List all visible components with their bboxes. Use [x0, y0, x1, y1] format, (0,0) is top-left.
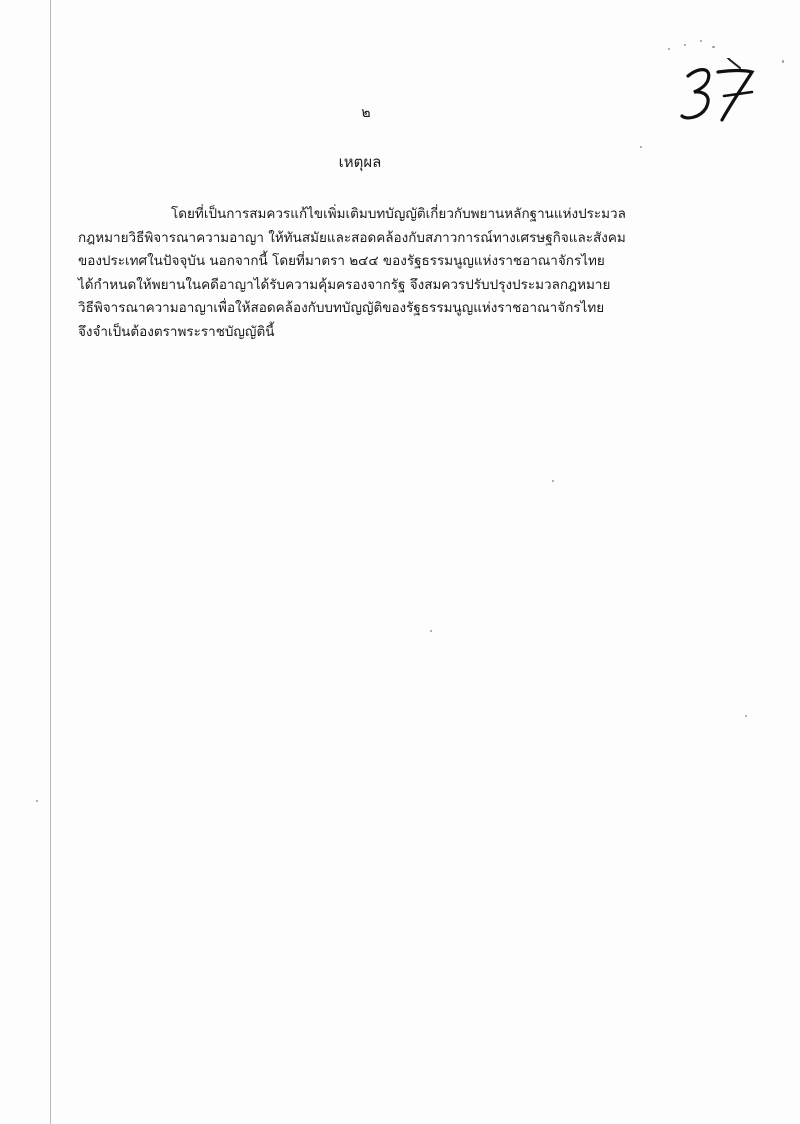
paragraph-line: ของประเทศในปัจจุบัน นอกจากนี้ โดยที่มาตรา ๒๔๔ ของรัฐธรรมนูญแห่งราชอาณาจักรไทย [78, 253, 605, 269]
scan-speck [640, 146, 642, 148]
scan-speck [668, 48, 670, 50]
scan-speck [712, 46, 715, 48]
scan-speck [430, 630, 432, 632]
scan-speck [684, 44, 686, 46]
scan-speck [700, 40, 702, 42]
paragraph-line: จึงจำเป็นต้องตราพระราชบัญญัตินี้ [78, 323, 275, 340]
scan-speck [782, 60, 784, 63]
paragraph-line: ได้กำหนดให้พยานในคดีอาญาได้รับความคุ้มครองจากรัฐ จึงสมควรปรับปรุงประมวลกฎหมาย [78, 276, 611, 293]
reason-paragraph [78, 203, 638, 344]
scan-speck [745, 715, 747, 717]
paragraph-line: โดยที่เป็นการสมควรแก้ไขเพิ่มเติมบทบัญญัติเกี่ยวกับพยานหลักฐานแห่งประมวล [171, 206, 626, 222]
handwritten-page-mark [678, 58, 768, 128]
paragraph-line: วิธีพิจารณาความอาญาเพื่อให้สอดคล้องกับบทบัญญัติของรัฐธรรมนูญแห่งราชอาณาจักรไทย [78, 300, 605, 316]
scan-speck [36, 800, 38, 802]
binding-edge-line [50, 0, 51, 1124]
section-title: เหตุผล [338, 153, 382, 171]
scan-speck [552, 480, 554, 482]
page-number: ๒ [361, 105, 371, 121]
paragraph-line: กฎหมายวิธีพิจารณาความอาญา ให้ทันสมัยและสอดคล้องกับสภาวการณ์ทางเศรษฐกิจและสังคม [78, 229, 626, 246]
